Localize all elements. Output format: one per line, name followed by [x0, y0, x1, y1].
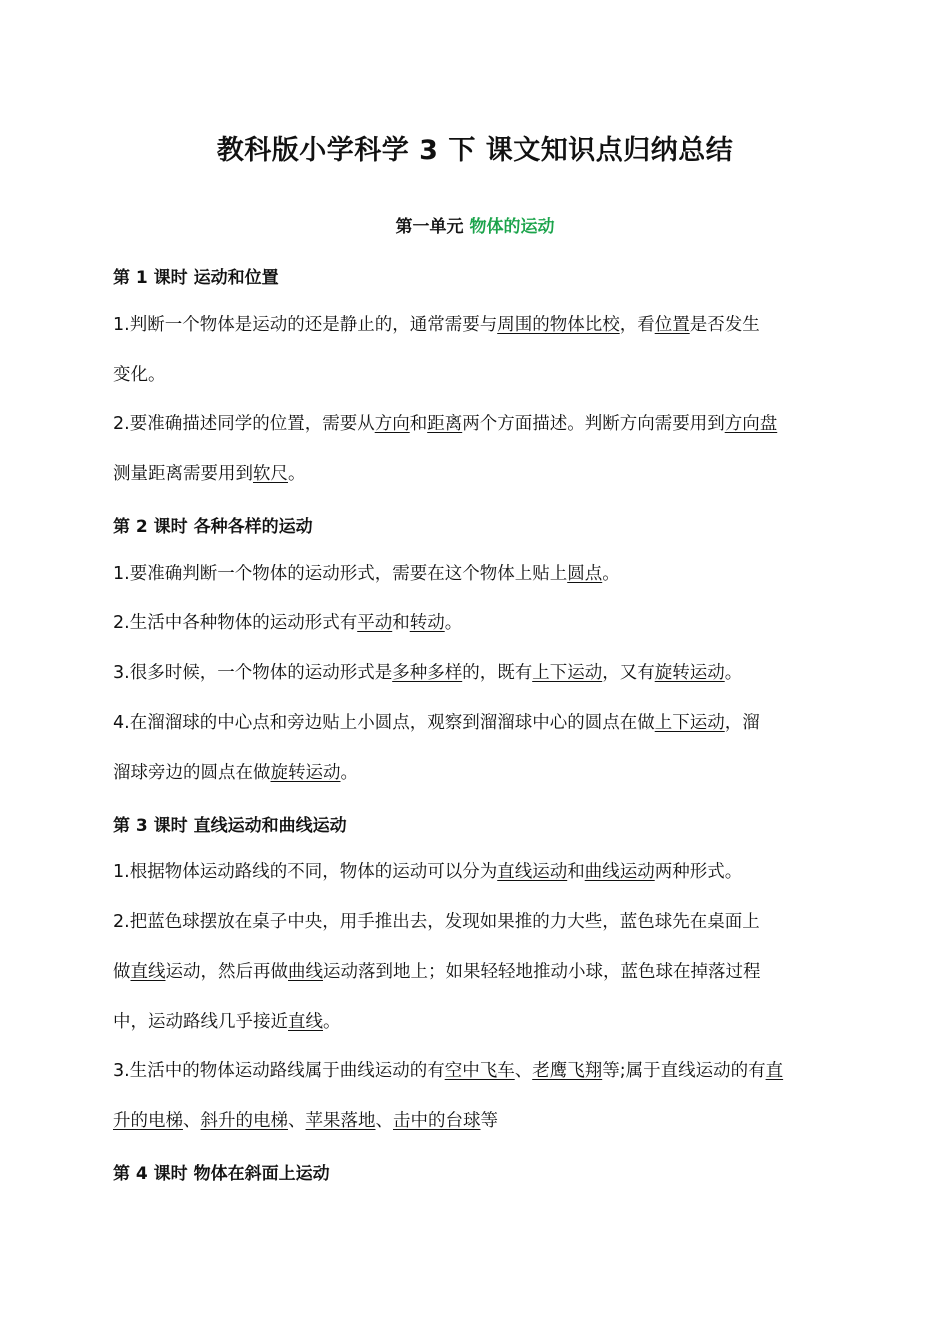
lesson-2-heading: 第 2 课时 各种各样的运动 [113, 517, 313, 537]
paragraph-line: 3.生活中的物体运动路线属于曲线运动的有空中飞车、老鹰飞翔等;属于直线运动的有直 [113, 1061, 784, 1081]
paragraph-line: 中，运动路线几乎接近直线。 [113, 1012, 341, 1032]
paragraph-line: 2.生活中各种物体的运动形式有平动和转动。 [113, 613, 463, 633]
paragraph-line: 测量距离需要用到软尺。 [113, 464, 306, 484]
key-term: 直线运动 [497, 862, 568, 882]
key-term: 软尺 [253, 464, 288, 484]
lesson-4-heading: 第 4 课时 物体在斜面上运动 [113, 1164, 330, 1184]
key-term: 方向 [374, 414, 410, 434]
paragraph-line: 1.要准确判断一个物体的运动形式，需要在这个物体上贴上圆点。 [113, 564, 620, 584]
key-term: 上下运动 [532, 663, 603, 683]
paragraph-line: 溜球旁边的圆点在做旋转运动。 [113, 763, 358, 783]
key-term: 击中的台球 [393, 1111, 481, 1131]
key-term: 上下运动 [654, 713, 725, 733]
key-term: 位置 [654, 315, 690, 335]
key-term: 空中飞车 [444, 1061, 515, 1081]
paragraph-line: 1.根据物体运动路线的不同，物体的运动可以分为直线运动和曲线运动两种形式。 [113, 862, 743, 882]
unit-prefix: 第一单元 [395, 217, 464, 237]
key-term: 平动 [357, 613, 393, 633]
paragraph-line: 3.很多时候，一个物体的运动形式是多种多样的，既有上下运动，又有旋转运动。 [113, 663, 743, 683]
key-term: 转动 [409, 613, 445, 633]
key-term: 升的电梯 [113, 1111, 183, 1131]
key-term: 直线 [288, 1012, 323, 1032]
paragraph-line: 做直线运动，然后再做曲线运动落到地上；如果轻轻地推动小球，蓝色球在掉落过程 [113, 962, 761, 982]
paragraph-line: 变化。 [113, 365, 166, 385]
key-term: 直线 [130, 962, 166, 982]
lesson-1-heading: 第 1 课时 运动和位置 [113, 268, 279, 288]
document-title: 教科版小学科学 3 下 课文知识点归纳总结 [216, 135, 734, 166]
key-term: 老鹰飞翔 [532, 1061, 603, 1081]
paragraph-line: 升的电梯、斜升的电梯、苹果落地、击中的台球等 [113, 1111, 498, 1131]
paragraph-line: 2.要准确描述同学的位置，需要从方向和距离两个方面描述。判断方向需要用到方向盘 [113, 414, 778, 434]
key-term: 周围的物体比校 [497, 315, 620, 335]
paragraph-line: 2.把蓝色球摆放在桌子中央，用手推出去，发现如果推的力大些，蓝色球先在桌面上 [113, 912, 760, 932]
unit-name: 物体的运动 [469, 217, 555, 237]
key-term: 曲线 [288, 962, 323, 982]
lesson-3-heading: 第 3 课时 直线运动和曲线运动 [113, 816, 347, 836]
key-term: 直 [765, 1061, 784, 1081]
key-term: 多种多样 [392, 663, 463, 683]
unit-heading [0, 212, 950, 237]
key-term: 苹果落地 [305, 1111, 376, 1131]
key-term: 距离 [427, 414, 463, 434]
key-term: 旋转运动 [654, 663, 725, 683]
paragraph-line: 1.判断一个物体是运动的还是静止的，通常需要与周围的物体比校，看位置是否发生 [113, 315, 760, 335]
paragraph-line: 4.在溜溜球的中心点和旁边贴上小圆点，观察到溜溜球中心的圆点在做上下运动，溜 [113, 713, 760, 733]
key-term: 曲线运动 [584, 862, 655, 882]
key-term: 斜升的电梯 [200, 1111, 288, 1131]
key-term: 圆点 [567, 564, 603, 584]
key-term: 方向盘 [724, 414, 778, 434]
key-term: 旋转运动 [270, 763, 341, 783]
